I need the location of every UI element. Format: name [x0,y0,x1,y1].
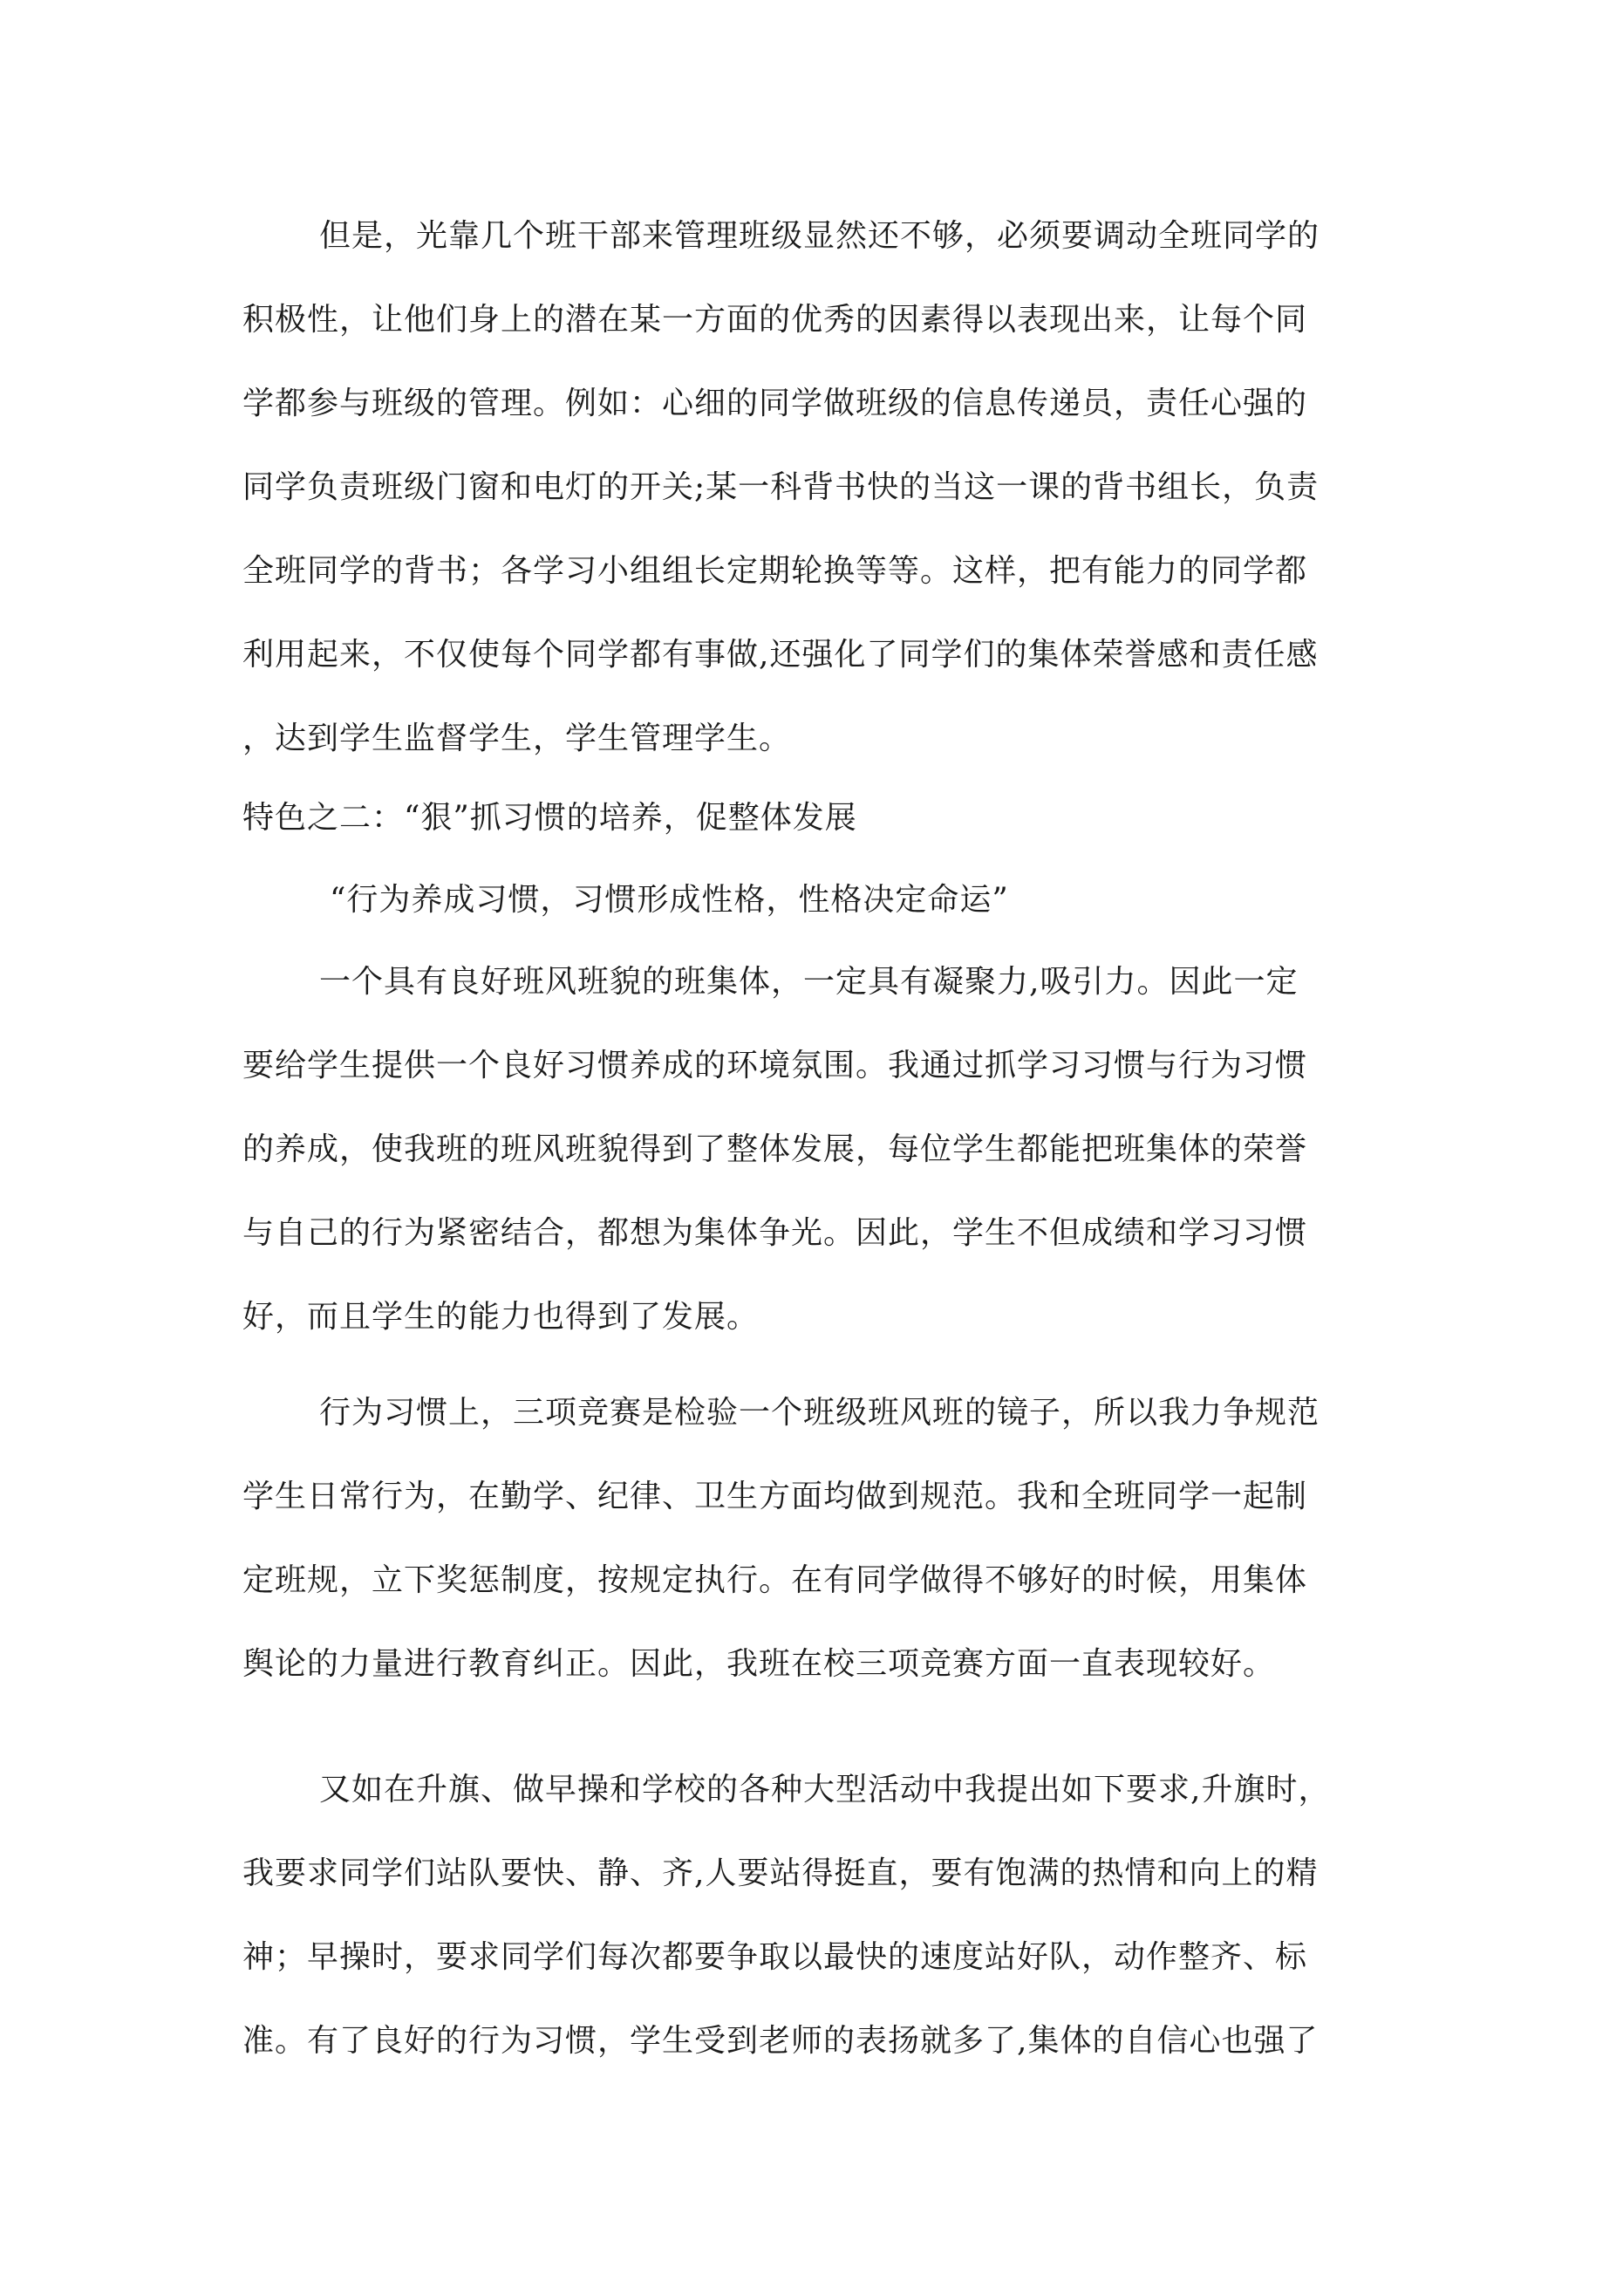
paragraph-line: 又如在升旗、做早操和学校的各种大型活动中我提出如下要求,升旗时， [319,1772,1331,1807]
paragraph-line: 神；早操时，要求同学们每次都要争取以最快的速度站好队，动作整齐、标 [242,1939,1308,1975]
paragraph-line: 舆论的力量进行教育纠正。因此，我班在校三项竞赛方面一直表现较好。 [242,1646,1276,1682]
paragraph-line: 利用起来，不仅使每个同学都有事做,还强化了同学们的集体荣誉感和责任感 [242,637,1319,673]
paragraph-line: 我要求同学们站队要快、静、齐,人要站得挺直，要有饱满的热情和向上的精 [242,1855,1319,1891]
paragraph-line: 积极性，让他们身上的潜在某一方面的优秀的因素得以表现出来，让每个同 [242,302,1308,338]
paragraph-line: 好，而且学生的能力也得到了发展。 [242,1299,760,1335]
paragraph-line: 的养成，使我班的班风班貌得到了整体发展，每位学生都能把班集体的荣誉 [242,1131,1308,1167]
paragraph-line: 要给学生提供一个良好习惯养成的环境氛围。我通过抓学习习惯与行为习惯 [242,1048,1308,1083]
paragraph-line: 学都参与班级的管理。例如：心细的同学做班级的信息传递员，责任心强的 [242,386,1308,421]
paragraph-line: 准。有了良好的行为习惯，学生受到老师的表扬就多了,集体的自信心也强了 [242,2023,1319,2059]
paragraph-line: ，达到学生监督学生，学生管理学生。 [242,721,792,756]
paragraph-line: 但是，光靠几个班干部来管理班级显然还不够，必须要调动全班同学的 [319,218,1320,254]
paragraph-line: 与自己的行为紧密结合，都想为集体争光。因此，学生不但成绩和学习习惯 [242,1215,1308,1251]
quote-line: “行为养成习惯，习惯形成性格，性格决定命运” [330,882,1009,918]
paragraph-line: 全班同学的背书；各学习小组组长定期轮换等等。这样，把有能力的同学都 [242,553,1308,589]
paragraph-line: 一个具有良好班风班貌的班集体，一定具有凝聚力,吸引力。因此一定 [319,964,1299,1000]
paragraph-line: 同学负责班级门窗和电灯的开关;某一科背书快的当这一课的背书组长，负责 [242,469,1320,505]
paragraph-line: 定班规，立下奖惩制度，按规定执行。在有同学做得不够好的时候，用集体 [242,1562,1308,1598]
paragraph-line: 学生日常行为，在勤学、纪律、卫生方面均做到规范。我和全班同学一起制 [242,1479,1308,1514]
paragraph-line: 行为习惯上，三项竞赛是检验一个班级班风班的镜子，所以我力争规范 [319,1395,1320,1431]
section-heading: 特色之二：“狠”抓习惯的培养，促整体发展 [242,800,857,836]
